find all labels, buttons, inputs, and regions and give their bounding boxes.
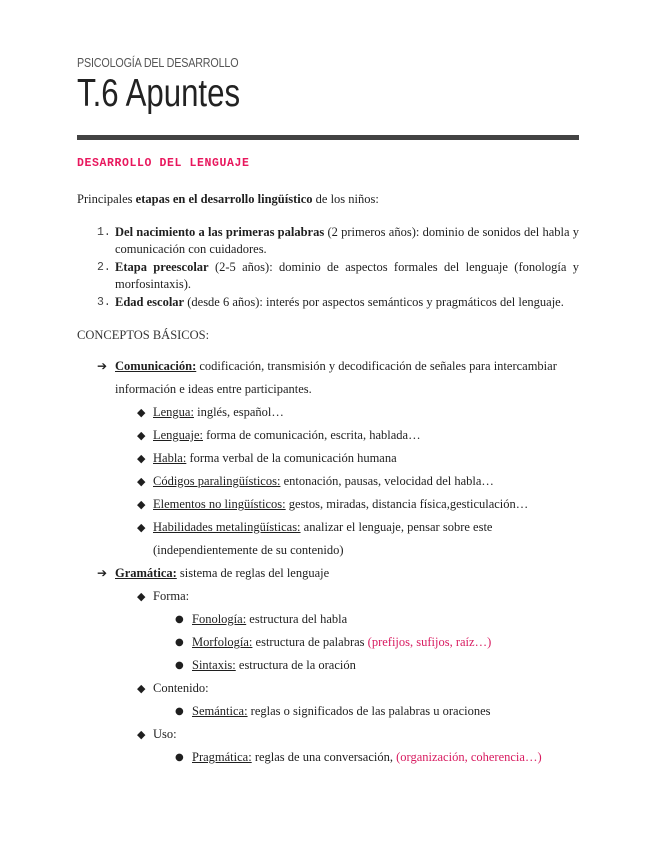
stage-desc: (2-5 años): dominio de aspectos formales del lenguaje (fonología y morfosintaxis). [115,260,579,291]
stage-item [77,224,579,258]
concept-term: Gramática: [115,566,177,580]
title-divider [77,135,579,140]
grammar-item [77,746,579,769]
grammar-highlight: (organización, coherencia…) [396,750,542,764]
concept-comunicacion [77,355,579,378]
subconcept-def-continued: (independientemente de su contenido) [153,543,344,557]
stage-item [77,294,579,311]
concepts-list [77,355,579,769]
grammar-forma [77,585,579,608]
circle-bullet-icon: ● [175,706,184,717]
subject-label: PSICOLOGÍA DEL DESARROLLO [77,56,239,70]
grammar-contenido [77,677,579,700]
concepts-heading: CONCEPTOS BÁSICOS: [77,328,210,342]
intro-bold: etapas en el desarrollo lingüístico [135,192,313,206]
stage-desc: (desde 6 años): interés por aspectos semánticos y pragmáticos del lenguaje. [184,295,564,309]
stage-desc: (2 primeros años): dominio de sonidos del habla y comunicación con cuidadores. [115,225,580,256]
intro-text-end: de los niños: [312,192,379,206]
subconcept-def: forma verbal de la comunicación humana [186,451,397,465]
grammar-highlight: (prefijos, sufijos, raíz…) [367,635,492,649]
subconcept-item [77,447,579,470]
diamond-bullet-icon: ◆ [137,498,146,511]
diamond-bullet-icon: ◆ [137,452,146,465]
grammar-uso [77,723,579,746]
grammar-label: Contenido: [153,681,209,695]
grammar-def: estructura de la oración [235,658,356,672]
grammar-def: reglas de una conversación, [251,750,397,764]
arrow-right-icon: ➔ [97,359,108,373]
concept-term: Comunicación: [115,359,197,373]
subconcept-item [77,401,579,424]
intro-paragraph [77,192,579,207]
grammar-def: reglas o significados de las palabras u oraciones [247,704,491,718]
page-title: T.6 Apuntes [77,72,241,115]
subconcept-term: Habla: [153,451,187,465]
subconcept-def: forma de comunicación, escrita, hablada… [202,428,421,442]
diamond-bullet-icon: ◆ [137,429,146,442]
diamond-bullet-icon: ◆ [137,521,146,534]
grammar-item [77,608,579,631]
subconcept-def: inglés, español… [193,405,284,419]
subconcept-def: analizar el lenguaje, pensar sobre este [300,520,493,534]
stages-list [77,224,579,311]
subconcept-term: Lengua: [153,405,194,419]
diamond-bullet-icon: ◆ [137,728,146,741]
grammar-term: Pragmática: [192,750,252,764]
grammar-label: Uso: [153,727,177,741]
subconcept-term: Elementos no lingüísticos: [153,497,286,511]
stage-number: 2. [97,261,111,274]
stage-title: Edad escolar [115,295,185,309]
intro-text: Principales [77,192,136,206]
grammar-label: Forma: [153,589,190,603]
subconcept-item [77,470,579,493]
diamond-bullet-icon: ◆ [137,682,146,695]
circle-bullet-icon: ● [175,614,184,625]
subconcept-term: Códigos paralingüísticos: [153,474,281,488]
stage-number: 3. [97,296,111,309]
stage-title: Del nacimiento a las primeras palabras [115,225,325,239]
concept-gramatica [77,562,579,585]
section-title: DESARROLLO DEL LENGUAJE [77,157,250,170]
document-page [77,56,579,769]
concept-def: codificación, transmisión y decodificación de señales para intercambiar [196,359,557,373]
concept-def: sistema de reglas del lenguaje [176,566,330,580]
subconcept-def: gestos, miradas, distancia física,gesticulación… [285,497,529,511]
subconcept-term: Habilidades metalingüísticas: [153,520,301,534]
grammar-def: estructura del habla [246,612,348,626]
grammar-term: Sintaxis: [192,658,236,672]
stage-number: 1. [97,226,111,239]
grammar-def: estructura de palabras [252,635,368,649]
diamond-bullet-icon: ◆ [137,590,146,603]
arrow-right-icon: ➔ [97,566,108,580]
grammar-item [77,700,579,723]
circle-bullet-icon: ● [175,660,184,671]
stage-item [77,259,579,293]
diamond-bullet-icon: ◆ [137,406,146,419]
subconcept-item [77,424,579,447]
circle-bullet-icon: ● [175,637,184,648]
subconcept-def: entonación, pausas, velocidad del habla… [280,474,494,488]
circle-bullet-icon: ● [175,752,184,763]
diamond-bullet-icon: ◆ [137,475,146,488]
grammar-item [77,631,579,654]
concept-def-continued: información e ideas entre participantes. [115,382,312,396]
grammar-term: Morfología: [192,635,253,649]
stage-title: Etapa preescolar [115,260,209,274]
subconcept-term: Lenguaje: [153,428,203,442]
subconcept-item [77,493,579,516]
grammar-term: Semántica: [192,704,248,718]
grammar-item [77,654,579,677]
grammar-term: Fonología: [192,612,247,626]
subconcept-item [77,516,579,539]
